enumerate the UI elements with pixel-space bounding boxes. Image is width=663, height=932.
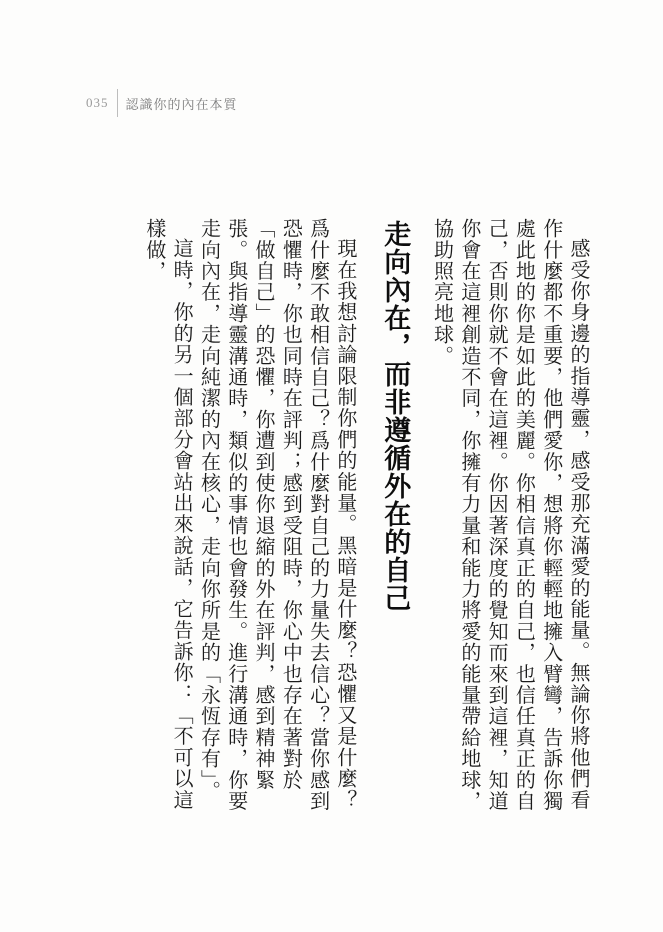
vertical-body-text xyxy=(52,218,592,828)
page-number: 035 xyxy=(86,95,109,110)
paragraph-main: 現在我想討論限制你們的能量。黑暗是什麼？恐懼又是什麼？爲什麼不敢相信自己？爲什麼對自己的力量失去信心？當你感到恐懼時，你也同時在評判；感到受阻時，你心中也存在著對於「做自己」的恐懼，你遭到使你退縮的外在評判，感到精神緊張。與指導靈溝通時，類似的事情也會發生。進行溝通時，你要走向內在，走向純潔的內在核心，走向你所是的「永恆存有」。 xyxy=(197,218,358,812)
header-divider xyxy=(117,89,118,117)
chapter-title: 認識你的內在本質 xyxy=(125,97,238,113)
section-heading: 走向內在，而非遵循外在的自己 xyxy=(379,220,411,612)
page-header xyxy=(86,88,238,118)
paragraph-continuation: 這時，你的另一個部分會站出來說話，它告訴你：「不可以這樣做， xyxy=(142,218,195,811)
paragraph-intro: 感受你身邊的指導靈，感受那充滿愛的能量。無論你將他們看作什麼都不重要，他們愛你，想將你輕輕地擁入臂彎，告訴你獨處此地的你是如此的美麗。你相信真正的自己，也信任真正的自己，否則你就不會在這裡。你因著深度的覺知而來到這裡，知道你會在這裡創造不同，你擁有力量和能力將愛的能量帶給地球，協助照亮地球。 xyxy=(430,218,591,812)
